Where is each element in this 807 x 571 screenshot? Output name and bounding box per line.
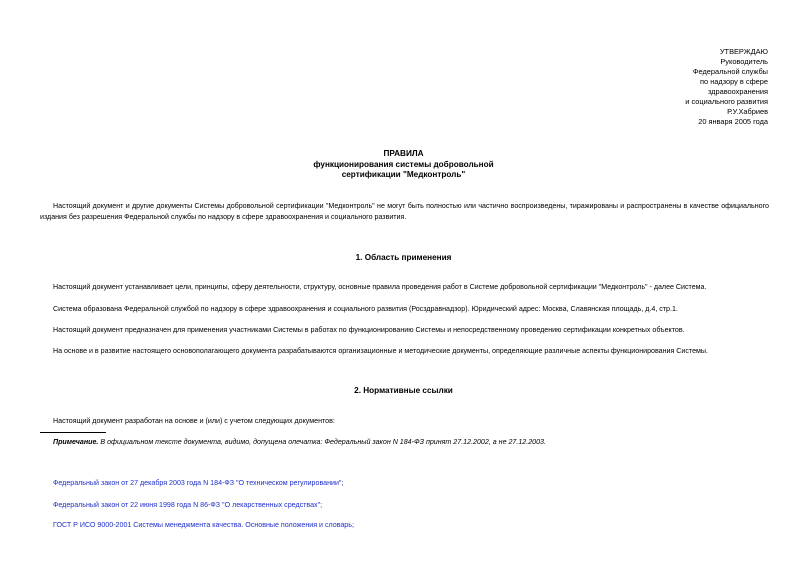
approval-line: Федеральной службы [692, 67, 768, 76]
section-1-paragraph: Настоящий документ предназначен для применения участниками Системы в работах по функционированию Системы и непосредственному проведению сертификации конкретных объектов. [53, 326, 685, 334]
editorial-note [53, 437, 546, 447]
approval-date: 20 января 2005 года [698, 117, 768, 126]
section-1-paragraph: На основе и в развитие настоящего основополагающего документа разрабатываются организационные и методические документы, определяющие различные аспекты функционирования Системы. [53, 347, 708, 355]
title-line-1: ПРАВИЛА [383, 149, 424, 158]
document-title [0, 149, 807, 181]
section-2-heading: 2. Нормативные ссылки [354, 386, 453, 395]
reference-link-federal-law-184[interactable]: Федеральный закон от 27 декабря 2003 года N 184-ФЗ "О техническом регулировании"; [53, 479, 344, 487]
approval-line: здравоохранения [707, 87, 768, 96]
footnote-divider [40, 432, 106, 433]
copyright-notice: Настоящий документ и другие документы Системы добровольной сертификации "Медконтроль" не могут быть полностью или частично воспроизведены, тиражированы и распространены в качестве официального издания без разрешения Федеральной службы по надзору в сфере здравоохранения и социального развития. [40, 202, 769, 221]
reference-link-federal-law-86[interactable]: Федеральный закон от 22 июня 1998 года N 86-ФЗ "О лекарственных средствах"; [53, 501, 323, 509]
title-line-3: сертификации "Медконтроль" [341, 170, 466, 179]
section-1-paragraph: Настоящий документ устанавливает цели, принципы, сферу деятельности, структуру, основные правила проведения работ в Системе добровольной сертификации "Медконтроль" - далее Система. [53, 283, 707, 291]
approval-signatory: Р.У.Хабриев [727, 107, 768, 116]
note-label: Примечание. [53, 438, 99, 446]
note-text: В официальном тексте документа, видимо, допущена опечатка: Федеральный закон N 184-ФЗ принят 27.12.2002, а не 27.12.2003. [98, 438, 546, 446]
section-1-paragraph: Система образована Федеральной службой по надзору в сфере здравоохранения и социального развития (Росздравнадзор). Юридический адрес: Москва, Славянская площадь, д.4, стр.1. [53, 305, 678, 313]
approval-line: и социального развития [685, 97, 768, 106]
approval-line: по надзору в сфере [700, 77, 768, 86]
section-2-intro: Настоящий документ разработан на основе и (или) с учетом следующих документов: [53, 417, 335, 425]
approval-line: УТВЕРЖДАЮ [719, 47, 768, 56]
title-line-2: функционирования системы добровольной [313, 159, 494, 169]
section-1-heading: 1. Область применения [355, 253, 452, 262]
reference-link-gost-iso-9000[interactable]: ГОСТ Р ИСО 9000-2001 Системы менеджмента качества. Основные положения и словарь; [53, 521, 354, 529]
approval-stamp [685, 47, 768, 127]
approval-line: Руководитель [720, 57, 768, 66]
